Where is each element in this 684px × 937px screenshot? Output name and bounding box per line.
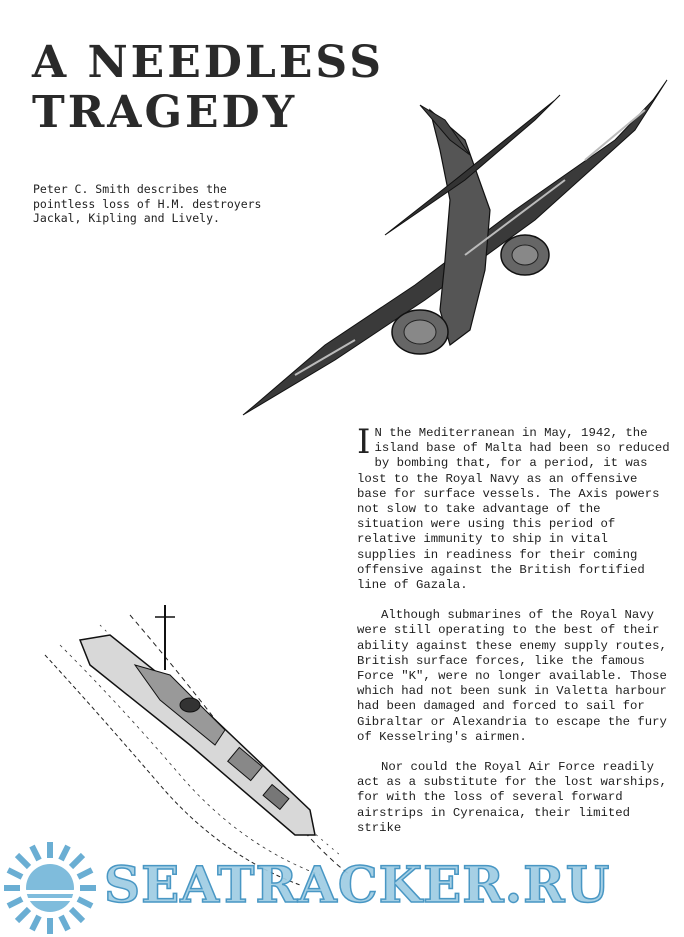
article-paragraph-3: Nor could the Royal Air Force readily act as a substitute for the lost warships, for with the loss of several forward airstrips in Cyrenaica, their limited strike (357, 760, 667, 835)
bomber-aircraft-illustration (235, 70, 675, 420)
title-line-2: TRAGEDY (32, 87, 298, 138)
paragraph-text: N the Mediterranean in May, 1942, the island base of Malta had been so reduced by bombing that, for a period, it was lost to the Royal Navy as an offensive base for surface vessels. The Axis powers not slow to take advantage of the situation were using this period of relative immunity to ship in vital supplies in readiness for their coming offensive against the British fortified line of Gazala. (357, 426, 670, 593)
article-subtitle: Peter C. Smith describes the pointless loss of H.M. destroyers Jackal, Kipling and Lively. (33, 182, 262, 225)
drop-cap: I (357, 422, 371, 462)
article-paragraph-2: Although submarines of the Royal Navy were still operating to the best of their ability against these enemy supply routes, British surface forces, like the famous Force "K", were no longer available. Those which had not been sunk in Valetta harbour had been damaged and forced to sail for Gibraltar or Alexandria to escape the fury of Kesselring's airmen. (357, 608, 667, 744)
article-body (357, 422, 671, 851)
title-line-1: A NEEDLESS (32, 37, 384, 88)
watermark-text: SEATRACKER.RU (104, 855, 611, 914)
article-paragraph-1 (357, 422, 671, 593)
